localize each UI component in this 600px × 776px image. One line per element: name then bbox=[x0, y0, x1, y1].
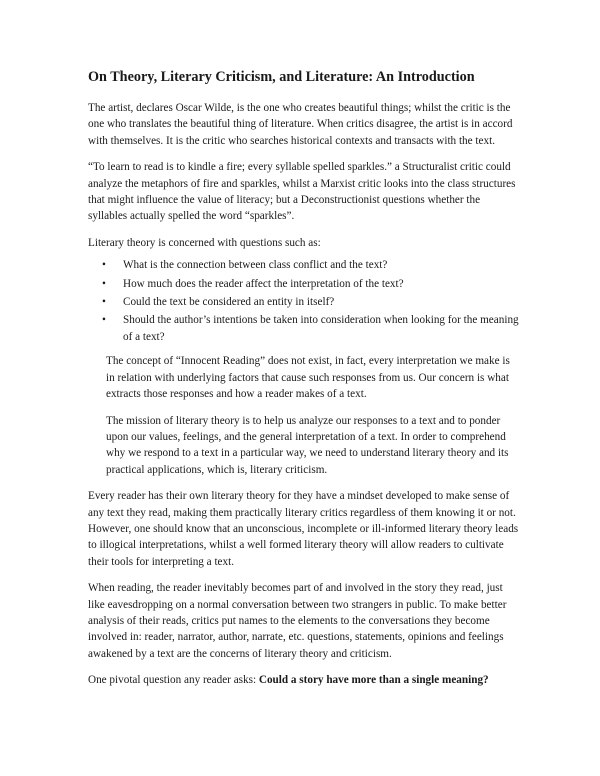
bullet-icon: • bbox=[102, 314, 106, 327]
list-item bbox=[88, 294, 520, 310]
list-item-text: What is the connection between class conflict and the text? bbox=[123, 259, 388, 272]
document-title: On Theory, Literary Criticism, and Literature: An Introduction bbox=[88, 69, 475, 85]
questions-list bbox=[88, 257, 520, 345]
paragraph-structuralist: “To learn to read is to kindle a fire; every syllable spelled sparkles.” a Structuralist critic could analyze the metaphors of fire and sparkles, whilst a Marxist critic looks into the class structures that might influence the value of literacy; but a Deconstructionist questions whether the syllables actually spelled the word “sparkles”. bbox=[88, 161, 516, 223]
pivotal-question-bold: Could a story have more than a single meaning? bbox=[258, 674, 489, 687]
bullet-icon: • bbox=[102, 259, 106, 272]
paragraph-wilde: The artist, declares Oscar Wilde, is the one who creates beautiful things; whilst the critic is the one who translates the beautiful thing of literature. When critics disagree, the artist is in accord with themselves. It is the critic who searches historical contexts and transacts with the text. bbox=[88, 102, 513, 147]
list-item bbox=[88, 312, 520, 345]
list-item bbox=[88, 276, 520, 292]
list-item-text: How much does the reader affect the interpretation of the text? bbox=[123, 277, 404, 290]
paragraph-mission: The mission of literary theory is to help us analyze our responses to a text and to ponder upon our values, feelings, and the general interpretation of a text. In order to comprehend why we respond to a text in a particular way, we need to understand literary theory and its practical applications, which is, literary criticism. bbox=[106, 414, 509, 476]
paragraph-pivotal-question bbox=[88, 672, 520, 688]
paragraph-every-reader: Every reader has their own literary theory for they have a mindset developed to make sense of any text they read, making them practically literary critics regardless of them knowing it or not. However, one should know that an unconscious, incomplete or ill-informed literary theory leads to illogical interpretations, whilst a well formed literary theory will allow readers to cultivate their tools for interpreting a text. bbox=[88, 490, 519, 568]
paragraph-innocent-reading: The concept of “Innocent Reading” does not exist, in fact, every interpretation we make is in relation with underlying factors that cause such responses from us. Our concern is what extracts those responses and how a reader makes of a text. bbox=[106, 355, 510, 401]
pivotal-question-prefix: One pivotal question any reader asks: bbox=[88, 674, 259, 687]
list-item-text: Should the author’s intentions be taken into consideration when looking for the meaning of a text? bbox=[123, 314, 519, 343]
paragraph-questions-intro: Literary theory is concerned with questions such as: bbox=[88, 236, 321, 249]
list-item bbox=[88, 257, 520, 273]
bullet-icon: • bbox=[102, 296, 106, 309]
list-item-text: Could the text be considered an entity in itself? bbox=[123, 296, 335, 309]
bullet-icon: • bbox=[102, 277, 106, 290]
paragraph-when-reading: When reading, the reader inevitably becomes part of and involved in the story they read, just like eavesdropping on a normal conversation between two strangers in public. To make better analysis of their reads, critics put names to the elements to the conversations they become involved in: reader, narrator, author, narrate, etc. questions, statements, opinions and feelings awakened by a text are the concerns of literary theory and criticism. bbox=[88, 582, 507, 660]
document-page bbox=[88, 68, 520, 699]
